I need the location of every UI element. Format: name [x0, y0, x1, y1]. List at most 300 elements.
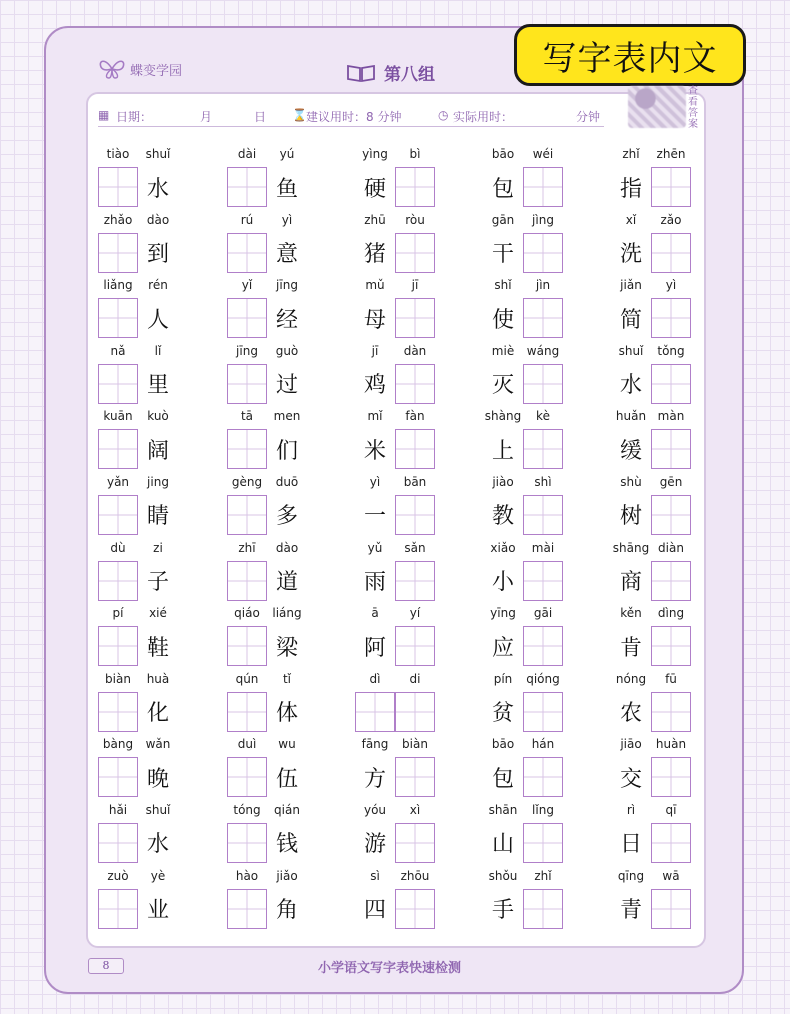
given-character: 灭 — [491, 373, 514, 399]
writing-box[interactable] — [651, 298, 691, 338]
pinyin-label: xǐ — [625, 212, 637, 227]
pinyin-label: wǎn — [145, 737, 171, 752]
word-pair — [483, 540, 593, 605]
given-character: 商 — [619, 570, 642, 596]
pinyin-label: wáng — [526, 343, 560, 358]
pinyin-label: qī — [665, 802, 677, 817]
given-character: 角 — [275, 898, 298, 924]
word-pair — [98, 146, 208, 211]
date-label: 日期： — [116, 110, 153, 124]
book-icon — [346, 63, 376, 83]
butterfly-icon — [98, 58, 126, 80]
word-pair — [483, 146, 593, 211]
character-grid — [98, 146, 698, 933]
writing-box[interactable] — [227, 626, 267, 666]
writing-box[interactable] — [98, 429, 138, 469]
pinyin-label: zhū — [364, 212, 386, 227]
pinyin-label: dàn — [403, 343, 427, 358]
pinyin-label: yǔ — [367, 540, 383, 555]
pinyin-label: sǎn — [404, 540, 426, 555]
grid-row — [98, 343, 698, 409]
group-title: 第八组 — [384, 65, 435, 85]
info-bar — [98, 106, 604, 127]
writing-box[interactable] — [651, 364, 691, 404]
given-character: 水 — [619, 373, 642, 399]
writing-box[interactable] — [523, 429, 563, 469]
writing-box[interactable] — [651, 823, 691, 863]
given-character: 经 — [275, 307, 298, 333]
actual-time-label: 实际用时： — [453, 110, 514, 124]
writing-box[interactable] — [98, 757, 138, 797]
pinyin-label: men — [273, 409, 301, 424]
pinyin-label: lǐng — [532, 802, 554, 817]
given-character: 们 — [275, 438, 298, 464]
pinyin-label: bāo — [491, 737, 515, 752]
word-pair — [227, 802, 337, 867]
word-pair — [483, 408, 593, 473]
writing-box[interactable] — [227, 298, 267, 338]
given-character: 过 — [275, 373, 298, 399]
pinyin-label: kè — [536, 409, 550, 424]
given-character: 一 — [363, 504, 386, 530]
pinyin-label: wā — [662, 868, 680, 883]
pinyin-label: jìn — [535, 278, 551, 293]
word-pair — [98, 277, 208, 342]
writing-box[interactable] — [98, 561, 138, 601]
pinyin-label: yì — [369, 474, 381, 489]
writing-box[interactable] — [395, 626, 435, 666]
given-character: 到 — [146, 242, 169, 268]
given-character: 农 — [619, 701, 642, 727]
writing-box[interactable] — [98, 233, 138, 273]
writing-box[interactable] — [98, 889, 138, 929]
given-character: 硬 — [363, 176, 386, 202]
pinyin-label: liáng — [272, 606, 302, 621]
writing-box[interactable] — [651, 889, 691, 929]
pinyin-label: shì — [534, 474, 552, 489]
word-pair — [98, 474, 208, 539]
grid-row — [98, 212, 698, 278]
word-pair — [611, 540, 721, 605]
given-character: 应 — [491, 635, 514, 661]
pinyin-label: biàn — [402, 737, 428, 752]
writing-box[interactable] — [523, 889, 563, 929]
word-pair — [227, 605, 337, 670]
writing-box[interactable] — [395, 692, 435, 732]
pinyin-label: jiǎn — [620, 278, 642, 293]
writing-box[interactable] — [98, 167, 138, 207]
word-pair — [355, 146, 465, 211]
given-character: 梁 — [275, 635, 298, 661]
pinyin-label: qún — [235, 671, 259, 686]
given-character: 指 — [619, 176, 642, 202]
clock-icon: ◷ — [438, 108, 449, 122]
writing-box[interactable] — [651, 561, 691, 601]
pinyin-label: gān — [491, 212, 515, 227]
grid-row — [98, 736, 698, 802]
pinyin-label: di — [409, 671, 421, 686]
word-pair — [98, 868, 208, 933]
word-pair — [355, 802, 465, 867]
given-character: 鞋 — [146, 635, 169, 661]
pinyin-label: mǔ — [365, 278, 385, 293]
given-character: 上 — [491, 438, 514, 464]
pinyin-label: màn — [657, 409, 685, 424]
pinyin-label: yìng — [362, 147, 388, 161]
word-pair — [611, 671, 721, 736]
word-pair — [355, 212, 465, 277]
pinyin-label: yí — [409, 606, 421, 621]
given-character: 交 — [619, 766, 642, 792]
given-character: 化 — [146, 701, 169, 727]
grid-row — [98, 540, 698, 606]
pinyin-label: shǒu — [488, 868, 518, 883]
writing-box[interactable] — [395, 823, 435, 863]
writing-box[interactable] — [651, 495, 691, 535]
pinyin-label: qīng — [617, 868, 645, 883]
given-character: 里 — [146, 373, 169, 399]
pinyin-label: diàn — [658, 540, 684, 555]
word-pair — [98, 605, 208, 670]
pinyin-label: shuǐ — [145, 147, 171, 161]
pinyin-label: pín — [493, 671, 513, 686]
writing-box[interactable] — [395, 561, 435, 601]
pinyin-label: yīng — [490, 606, 516, 621]
pinyin-label: bān — [403, 474, 427, 489]
pinyin-label: tǒng — [657, 343, 685, 358]
writing-box[interactable] — [523, 233, 563, 273]
given-character: 包 — [491, 766, 514, 792]
writing-box[interactable] — [98, 823, 138, 863]
pinyin-label: huàn — [655, 737, 687, 752]
pinyin-label: rú — [240, 212, 254, 227]
pinyin-label: bāo — [491, 147, 515, 161]
pinyin-label: hǎi — [108, 802, 128, 817]
pinyin-label: guò — [275, 343, 299, 358]
pinyin-label: tǐ — [282, 671, 292, 686]
word-pair — [227, 343, 337, 408]
word-pair — [355, 868, 465, 933]
given-character: 意 — [275, 242, 298, 268]
writing-box[interactable] — [651, 757, 691, 797]
pinyin-label: qián — [274, 802, 300, 817]
word-pair — [611, 736, 721, 801]
word-pair — [227, 736, 337, 801]
pinyin-label: shuǐ — [145, 802, 171, 817]
word-pair — [483, 868, 593, 933]
given-character: 手 — [491, 898, 514, 924]
pinyin-label: jiào — [492, 474, 514, 489]
grid-row — [98, 671, 698, 737]
writing-box[interactable] — [651, 626, 691, 666]
pinyin-label: mǐ — [367, 409, 383, 424]
word-pair — [611, 605, 721, 670]
pinyin-label: sì — [370, 868, 380, 883]
writing-box[interactable] — [395, 167, 435, 207]
pinyin-label: yǎn — [106, 474, 130, 489]
pinyin-label: tóng — [233, 802, 261, 817]
word-pair — [483, 474, 593, 539]
writing-box[interactable] — [523, 364, 563, 404]
qr-label: 查看答案 — [688, 86, 698, 130]
word-pair — [355, 408, 465, 473]
minute-label: 分钟 — [576, 110, 601, 124]
given-character: 方 — [363, 766, 386, 792]
pinyin-label: jiāo — [620, 737, 642, 752]
given-character: 人 — [146, 307, 169, 333]
pinyin-label: xiǎo — [490, 540, 516, 555]
writing-box[interactable] — [395, 495, 435, 535]
writing-box[interactable] — [395, 429, 435, 469]
calendar-icon: ▦ — [98, 108, 110, 122]
given-character: 包 — [491, 176, 514, 202]
pinyin-label: lǐ — [154, 343, 162, 358]
writing-box[interactable] — [227, 429, 267, 469]
given-character: 四 — [363, 898, 386, 924]
pinyin-label: jī — [371, 343, 379, 358]
given-character: 雨 — [363, 570, 386, 596]
given-character: 洗 — [619, 242, 642, 268]
pinyin-label: dào — [275, 540, 299, 555]
given-character: 简 — [619, 307, 642, 333]
brand-logo — [98, 58, 182, 80]
pinyin-label: zuò — [107, 868, 129, 883]
pinyin-label: ròu — [405, 212, 425, 227]
pinyin-label: shān — [488, 802, 518, 817]
word-pair — [98, 212, 208, 277]
given-character: 钱 — [275, 832, 298, 858]
word-pair — [227, 474, 337, 539]
pinyin-label: tā — [240, 409, 254, 424]
pinyin-label: fū — [665, 671, 677, 686]
word-pair — [98, 343, 208, 408]
writing-box[interactable] — [227, 233, 267, 273]
writing-box[interactable] — [395, 757, 435, 797]
writing-box[interactable] — [227, 889, 267, 929]
section-banner: 写字表内文 — [514, 24, 746, 86]
writing-box[interactable] — [523, 495, 563, 535]
word-pair — [227, 868, 337, 933]
word-pair — [355, 343, 465, 408]
pinyin-label: yú — [279, 147, 295, 161]
writing-box[interactable] — [227, 757, 267, 797]
grid-row — [98, 146, 698, 212]
pinyin-label: wu — [278, 737, 296, 752]
pinyin-label: zǎo — [660, 212, 682, 227]
word-pair — [355, 605, 465, 670]
pinyin-label: yè — [150, 868, 166, 883]
given-character: 教 — [491, 504, 514, 530]
pinyin-label: gèng — [231, 474, 263, 489]
pinyin-label: tiào — [106, 147, 130, 161]
pinyin-label: jing — [147, 474, 169, 489]
pinyin-label: ā — [371, 606, 379, 621]
word-pair — [227, 408, 337, 473]
pinyin-label: mài — [531, 540, 555, 555]
pinyin-label: dào — [146, 212, 170, 227]
writing-box[interactable] — [651, 429, 691, 469]
given-character: 道 — [275, 570, 298, 596]
word-pair — [611, 146, 721, 211]
group-header — [346, 60, 435, 85]
pinyin-label: gēn — [659, 474, 683, 489]
pinyin-label: fāng — [361, 737, 389, 752]
pinyin-label: miè — [491, 343, 515, 358]
grid-row — [98, 605, 698, 671]
day-label: 日 — [254, 110, 267, 124]
grid-row — [98, 408, 698, 474]
pinyin-label: qiáo — [234, 606, 260, 621]
pinyin-label: kěn — [620, 606, 642, 621]
given-character: 青 — [619, 898, 642, 924]
pinyin-label: dài — [237, 147, 257, 161]
writing-box[interactable] — [651, 167, 691, 207]
writing-box[interactable] — [227, 364, 267, 404]
word-pair — [483, 277, 593, 342]
pinyin-label: jīng — [236, 343, 258, 358]
writing-box[interactable] — [227, 495, 267, 535]
pinyin-label: shàng — [484, 409, 522, 424]
writing-box[interactable] — [227, 823, 267, 863]
given-character: 缓 — [619, 438, 642, 464]
pinyin-label: rì — [626, 802, 636, 817]
given-character: 山 — [491, 832, 514, 858]
given-character: 贫 — [491, 701, 514, 727]
word-pair — [611, 802, 721, 867]
given-character: 干 — [491, 242, 514, 268]
writing-box[interactable] — [227, 167, 267, 207]
given-character: 母 — [363, 307, 386, 333]
writing-box[interactable] — [98, 495, 138, 535]
pinyin-label: jiǎo — [276, 868, 298, 883]
pinyin-label: kuò — [147, 409, 169, 424]
word-pair — [227, 146, 337, 211]
pinyin-label: zhǎo — [103, 212, 133, 227]
writing-box[interactable] — [98, 626, 138, 666]
word-pair — [611, 277, 721, 342]
writing-box[interactable] — [523, 757, 563, 797]
writing-box[interactable] — [395, 889, 435, 929]
writing-box[interactable] — [523, 626, 563, 666]
pinyin-label: yì — [665, 278, 677, 293]
writing-box[interactable] — [395, 298, 435, 338]
given-character: 树 — [619, 504, 642, 530]
pinyin-label: zi — [153, 540, 163, 555]
pinyin-label: gāi — [533, 606, 553, 621]
given-character: 阔 — [146, 438, 169, 464]
writing-box[interactable] — [523, 692, 563, 732]
suggested-time: 建议用时：8 分钟 — [306, 110, 402, 124]
word-pair — [611, 408, 721, 473]
writing-box[interactable] — [395, 364, 435, 404]
pinyin-label: xì — [409, 802, 421, 817]
pinyin-label: nóng — [615, 671, 647, 686]
pinyin-label: duì — [237, 737, 257, 752]
pinyin-label: zhǐ — [534, 868, 552, 883]
given-character: 鱼 — [275, 176, 298, 202]
pinyin-label: jīng — [276, 278, 298, 293]
word-pair — [227, 671, 337, 736]
word-pair — [611, 343, 721, 408]
given-character: 肯 — [619, 635, 642, 661]
pinyin-label: shǐ — [494, 278, 512, 293]
writing-box[interactable] — [651, 692, 691, 732]
writing-box[interactable] — [98, 692, 138, 732]
writing-box[interactable] — [98, 364, 138, 404]
pinyin-label: shāng — [612, 540, 650, 555]
given-character: 伍 — [275, 766, 298, 792]
page-number: 8 — [88, 958, 124, 974]
given-character: 晚 — [146, 766, 169, 792]
word-pair — [98, 671, 208, 736]
given-character: 水 — [146, 176, 169, 202]
pinyin-label: bàng — [102, 737, 134, 752]
writing-box[interactable] — [98, 298, 138, 338]
pinyin-label: qióng — [526, 671, 560, 686]
pinyin-label: kuān — [103, 409, 133, 424]
writing-box[interactable] — [227, 692, 267, 732]
writing-box[interactable] — [227, 561, 267, 601]
footer-title: 小学语文写字表快速检测 — [318, 961, 462, 976]
word-pair — [483, 212, 593, 277]
pinyin-label: dù — [110, 540, 126, 555]
word-pair — [98, 408, 208, 473]
word-pair — [483, 736, 593, 801]
writing-box[interactable] — [355, 692, 395, 732]
word-pair — [227, 277, 337, 342]
pinyin-label: nǎ — [110, 343, 126, 358]
writing-box[interactable] — [395, 233, 435, 273]
pinyin-label: bì — [409, 147, 421, 161]
month-label: 月 — [200, 110, 213, 124]
word-pair — [355, 671, 465, 736]
hourglass-icon: ⌛ — [292, 108, 307, 122]
writing-box[interactable] — [523, 561, 563, 601]
grid-row — [98, 868, 698, 934]
word-pair — [98, 802, 208, 867]
given-character: 阿 — [363, 635, 386, 661]
given-character: 米 — [363, 438, 386, 464]
pinyin-label: dì — [369, 671, 381, 686]
grid-row — [98, 802, 698, 868]
given-character: 业 — [146, 898, 169, 924]
writing-box[interactable] — [523, 167, 563, 207]
pinyin-label: hào — [235, 868, 259, 883]
writing-box[interactable] — [523, 823, 563, 863]
writing-box[interactable] — [651, 233, 691, 273]
brand-name: 蝶变学园 — [130, 63, 183, 79]
word-pair — [483, 605, 593, 670]
given-character: 猪 — [363, 242, 386, 268]
pinyin-label: fàn — [405, 409, 425, 424]
given-character: 睛 — [146, 504, 169, 530]
word-pair — [483, 343, 593, 408]
given-character: 日 — [619, 832, 642, 858]
pinyin-label: pí — [112, 606, 124, 621]
writing-box[interactable] — [523, 298, 563, 338]
pinyin-label: xié — [149, 606, 167, 621]
pinyin-label: wéi — [532, 147, 554, 161]
given-character: 使 — [491, 307, 514, 333]
pinyin-label: jī — [411, 278, 419, 293]
pinyin-label: biàn — [105, 671, 131, 686]
pinyin-label: rén — [148, 278, 168, 293]
given-character: 子 — [146, 570, 169, 596]
pinyin-label: hán — [531, 737, 555, 752]
grid-row — [98, 277, 698, 343]
word-pair — [98, 540, 208, 605]
given-character: 多 — [275, 504, 298, 530]
